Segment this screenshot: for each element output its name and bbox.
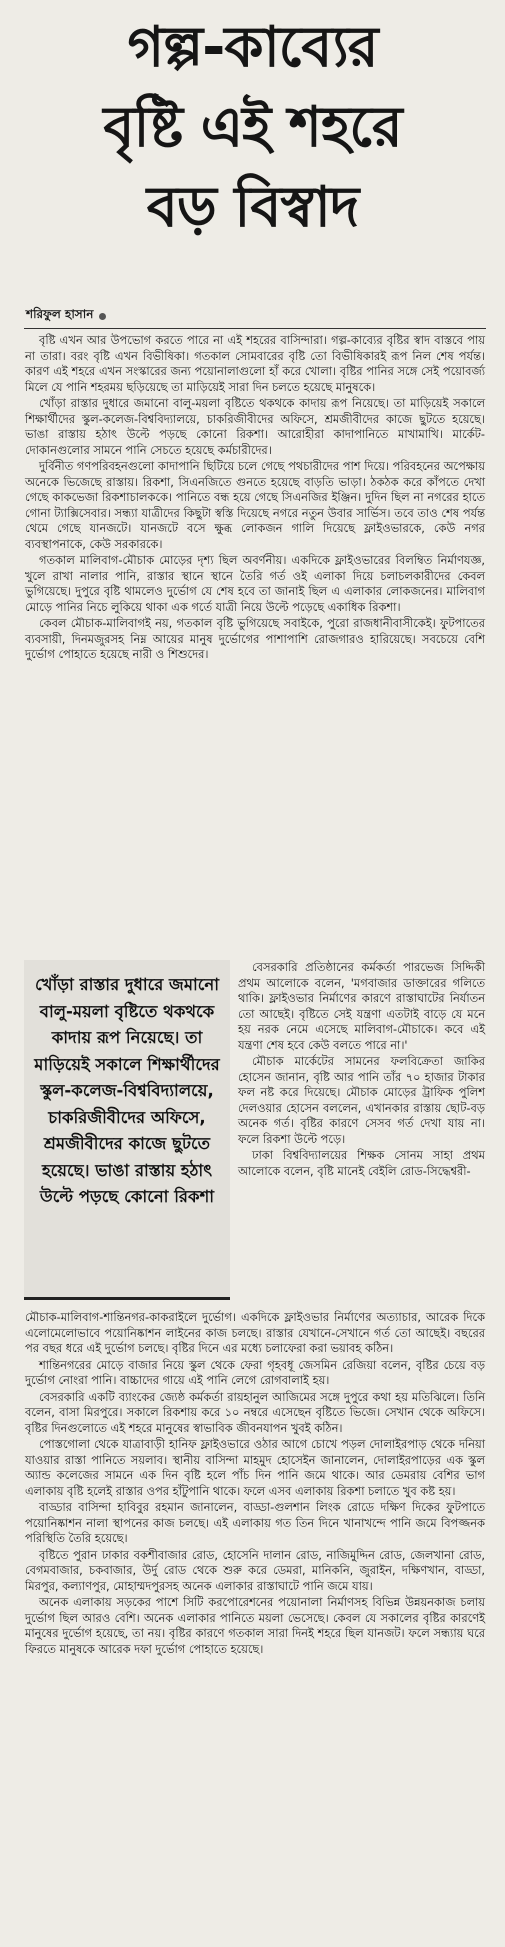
paragraph: মৌচাক মার্কেটের সামনের ফলবিক্রেতা জাকির হোসেন জানান, বৃষ্টি আর পানি তাঁর ৭০ হাজার টাকার ফল নষ্ট করে দিয়েছে। মৌচাক মোড়ের ট্রাফিক পুলিশ দেলওয়ার হোসেন বললেন, এখানকার রাস্তায় ছোট-বড় অনেক গর্ত। বৃষ্টির কারণে সেসব গর্ত দেখা যায় না। ফলে রিকশা উল্টে পড়ে। [238, 1054, 485, 1146]
pull-quote-text: খোঁড়া রাস্তার দুধারে জমানো বালু-ময়লা বৃষ্টিতে থকথকে কাদায় রূপ নিয়েছে। তা মাড়িয়েই সকালে শিক্ষার্থীদের স্কুল-কলেজ-বিশ্ববিদ্যালয়ে, চাকরিজীবীদের অফিসে, শ্রমজীবীদের কাজে ছুটতে হয়েছে। ভাঙা রাস্তায় হঠাৎ উল্টে পড়ছে কোনো রিকশা [34, 975, 220, 1206]
paragraph: মৌচাক-মালিবাগ-শান্তিনগর-কাকরাইলে দুর্ভোগ। একদিকে ফ্লাইওভার নির্মাণের অত্যাচার, আরেক দিকে এলোমেলোভাবে পয়োনিষ্কাশন লাইনের কাজ চলছে। রাস্তার যেখানে-সেখানে গর্ত তো আছেই। বছরের পর বছর ধরে এই দুর্ভোগ চলছে। বৃষ্টির দিনে এর মধ্যে চলাফেরা করা ভয়াবহ কঠিন। [25, 1310, 485, 1355]
article-body-bottom [25, 1310, 485, 1658]
headline [0, 8, 505, 248]
byline [26, 306, 106, 326]
headline-line-3: বড় বিস্বাদ [146, 175, 359, 240]
headline-line-2: বৃষ্টি এই শহরে [103, 95, 402, 160]
byline-dot-icon [99, 313, 106, 320]
article-body-top [25, 333, 485, 664]
paragraph: বৃষ্টিতে পুরান ঢাকার বকশীবাজার রোড, হোসেনি দালান রোড, নাজিমুদ্দিন রোড, জেলখানা রোড, বেগমবাজার, চকবাজার, উর্দু রোড থেকে শুরু করে ডেমরা, মানিকনি, জুরাইন, দক্ষিণখান, বাড্ডা, মিরপুর, কল্যাণপুর, মোহাম্মদপুরসহ অনেক এলাকার রাস্তাঘাটে পানি জমে যায়। [25, 1547, 485, 1593]
paragraph: শান্তিনগরের মোড়ে বাজার নিয়ে স্কুল থেকে ফেরা গৃহবধূ জেসমিন রেজিয়া বলেন, বৃষ্টির চেয়ে বড় দুর্ভোগ নোংরা পানি। বাচ্চাদের গায়ে এই পানি লেগে রোগবালাই হয়। [25, 1357, 485, 1387]
headline-line-1: গল্প-কাব্যের [127, 15, 378, 80]
paragraph: ঢাকা বিশ্ববিদ্যালয়ের শিক্ষক সোনম সাহা প্রথম আলোকে বলেন, বৃষ্টি মানেই বেইলি রোড-সিদ্ধেশ্বরী- [238, 1148, 485, 1178]
paragraph: বেসরকারি একটি ব্যাংকের জ্যেষ্ঠ কর্মকর্তা রায়হানুল আজিমের সঙ্গে দুপুরে কথা হয় মতিঝিলে। তিনি বলেন, বাসা মিরপুরে। সকালে রিকশায় করে ১০ নম্বরে এসেছেন বৃষ্টিতে ভিজে। সেখান থেকে অফিসে। বৃষ্টির দিনগুলোতে এই শহরে মানুষের স্বাভাবিক জীবনযাপন খুবই কঠিন। [25, 1389, 485, 1435]
paragraph: বৃষ্টি এখন আর উপভোগ করতে পারে না এই শহরের বাসিন্দারা। গল্প-কাব্যের বৃষ্টির স্বাদ বাস্তবে পায় না তারা। বরং বৃষ্টি এখন বিভীষিকা। গতকাল সোমবারের বৃষ্টি তো বিভীষিকারই রূপ নিল শেষ পর্যন্ত। কারণ এই শহরে এখন সংস্কারের জন্য পয়োনালাগুলো হাঁ করে খোলা। বৃষ্টির পানির সঙ্গে সেই পয়োবর্জ্য মিলে যে পানি শহরময় ছড়িয়েছে তা মাড়িয়েই সারা দিন চলতে হয়েছে মানুষকে। [25, 333, 485, 394]
paragraph: বাড্ডার বাসিন্দা হাবিবুর রহমান জানালেন, বাড্ডা-গুলশান লিংক রোডে দক্ষিণ দিকের ফুটপাতে পয়োনিষ্কাশন নালা স্থাপনের কাজ চলছে। এই এলাকায় গত তিন দিনে খানাখন্দে পানি জমে বিপজ্জনক পরিস্থিতি তৈরি হয়েছে। [25, 1500, 485, 1545]
paragraph: পোস্তগোলা থেকে যাত্রাবাড়ী হানিফ ফ্লাইওভারে ওঠার আগে চোখে পড়ল দোলাইরপাড় থেকে দনিয়া যাওয়ার রাস্তা পানিতে সয়লাব। স্থানীয় বাসিন্দা মাহমুদ হোসেইন জানালেন, দোলাইরপাড়ের এক স্কুল অ্যান্ড কলেজের সামনে এক দিন বৃষ্টি হলে পাঁচ দিন পানি জমে থাকে। আর ডেমরায় বেশির ভাগ এলাকায় বৃষ্টি হলেই রাস্তার ওপর হাঁটুপানি থাকে। ফলে এসব এলাকায় রিকশা চলাতে খুব কষ্ট হয়। [25, 1437, 485, 1498]
paragraph: অনেক এলাকায় সড়কের পাশে সিটি করপোরেশনের পয়োনালা নির্মাণসহ বিভিন্ন উন্নয়নকাজ চলায় দুর্ভোগ ছিল আরও বেশি। অনেক এলাকার পানিতে ময়লা ভেসেছে। কেবল যে সকালের বৃষ্টির কারণেই মানুষের দুর্ভোগ হয়েছে, তা নয়। বৃষ্টির কারণে গতকাল সারা দিনই শহরে ছিল যানজট। ফলে সন্ধ্যায় ঘরে ফিরতে মানুষকে আরেক দফা দুর্ভোগ পোহাতে হয়েছে। [25, 1595, 485, 1656]
byline-author: শরিফুল হাসান [26, 307, 94, 321]
paragraph: বেসরকারি প্রতিষ্ঠানের কর্মকর্তা পারভেজ সিদ্দিকী প্রথম আলোকে বলেন, 'মগবাজার ডাক্তারের গলিতে থাকি। ফ্লাইওভার নির্মাণের কারণে রাস্তাঘাটের নির্যাতন তো আছেই। বৃষ্টিতে সেই যন্ত্রণা এতটাই বাড়ে যে মনে হয় নরক নেমে এসেছে মালিবাগ-মৌচাকে। কবে এই যন্ত্রণা শেষ হবে কেউ বলতে পারে না।' [238, 960, 485, 1052]
article-body-right [238, 960, 485, 1180]
paragraph: কেবল মৌচাক-মালিবাগই নয়, গতকাল বৃষ্টি ভুগিয়েছে সবাইকে, পুরো রাজধানীবাসীকেই। ফুটপাতের ব্যবসায়ী, দিনমজুরসহ নিম্ন আয়ের মানুষ দুর্ভোগের পাশাপাশি রোজগারও হারিয়েছে। সবচেয়ে বেশি দুর্ভোগ পোহাতে হয়েছে নারী ও শিশুদের। [25, 616, 485, 661]
paragraph: দুর্বিনীত গণপরিবহনগুলো কাদাপানি ছিটিয়ে চলে গেছে পথচারীদের পাশ দিয়ে। পরিবহনের অপেক্ষায় অনেকে ভিজেছে রাস্তায়। রিকশা, সিএনজিতে গুনতে হয়েছে বাড়তি ভাড়া। ঠকঠক করে কাঁপতে দেখা গেছে কাকভেজা রিকশাচালককে। পানিতে বন্ধ হয়ে গেছে সিএনজির ইঞ্জিন। দুদিন ছিল না নগরের হাতে গোনা ট্যাক্সিসেবার। সন্ধ্যা যাত্রীদের কিছুটা স্বস্তি দিয়েছে নগরে নতুন উবার সার্ভিস। তবে তাও শেষ পর্যন্ত থেমে গেছে যানজটে। যানজটে বসে ক্ষুব্ধ লোকজন গালি দিয়েছে ফ্লাইওভারকে, কেউ নগর ব্যবস্থাপনাকে, কেউ সরকারকে। [25, 459, 485, 551]
paragraph: খোঁড়া রাস্তার দুধারে জমানো বালু-ময়লা বৃষ্টিতে থকথকে কাদায় রূপ নিয়েছে। তা মাড়িয়েই সকালে শিক্ষার্থীদের স্কুল-কলেজ-বিশ্ববিদ্যালয়ে, চাকরিজীবীদের অফিসে, শ্রমজীবীদের কাজে ছুটতে হয়েছে। ভাঙা রাস্তায় হঠাৎ উল্টে পড়ছে কোনো রিকশা। আরোহীরা কাদাপানিতে মাখামাখি। মার্কেট-দোকানগুলোর সামনে পানি সেচতে হয়েছে কর্মচারীদের। [25, 396, 485, 457]
paragraph: গতকাল মালিবাগ-মৌচাক মোড়ের দৃশ্য ছিল অবর্ণনীয়। একদিকে ফ্লাইওভারের বিলম্বিত নির্মাণযজ্ঞ, খুলে রাখা নালার পানি, রাস্তার স্থানে স্থানে তৈরি গর্ত ওই এলাকা দিয়ে চলাচলকারীদের কেবল ভুগিয়েছে। দুপুরে বৃষ্টি থামলেও দুর্ভোগ যে শেষ হবে তা জানাই ছিল এ এলাকার লোকজনের। মালিবাগ মোড়ে পানির নিচে লুকিয়ে থাকা এক গর্তে যাত্রী নিয়ে উল্টে পড়েছে একাধিক রিকশা। [25, 553, 485, 614]
pull-quote [24, 960, 230, 1300]
byline-rule [24, 328, 486, 329]
